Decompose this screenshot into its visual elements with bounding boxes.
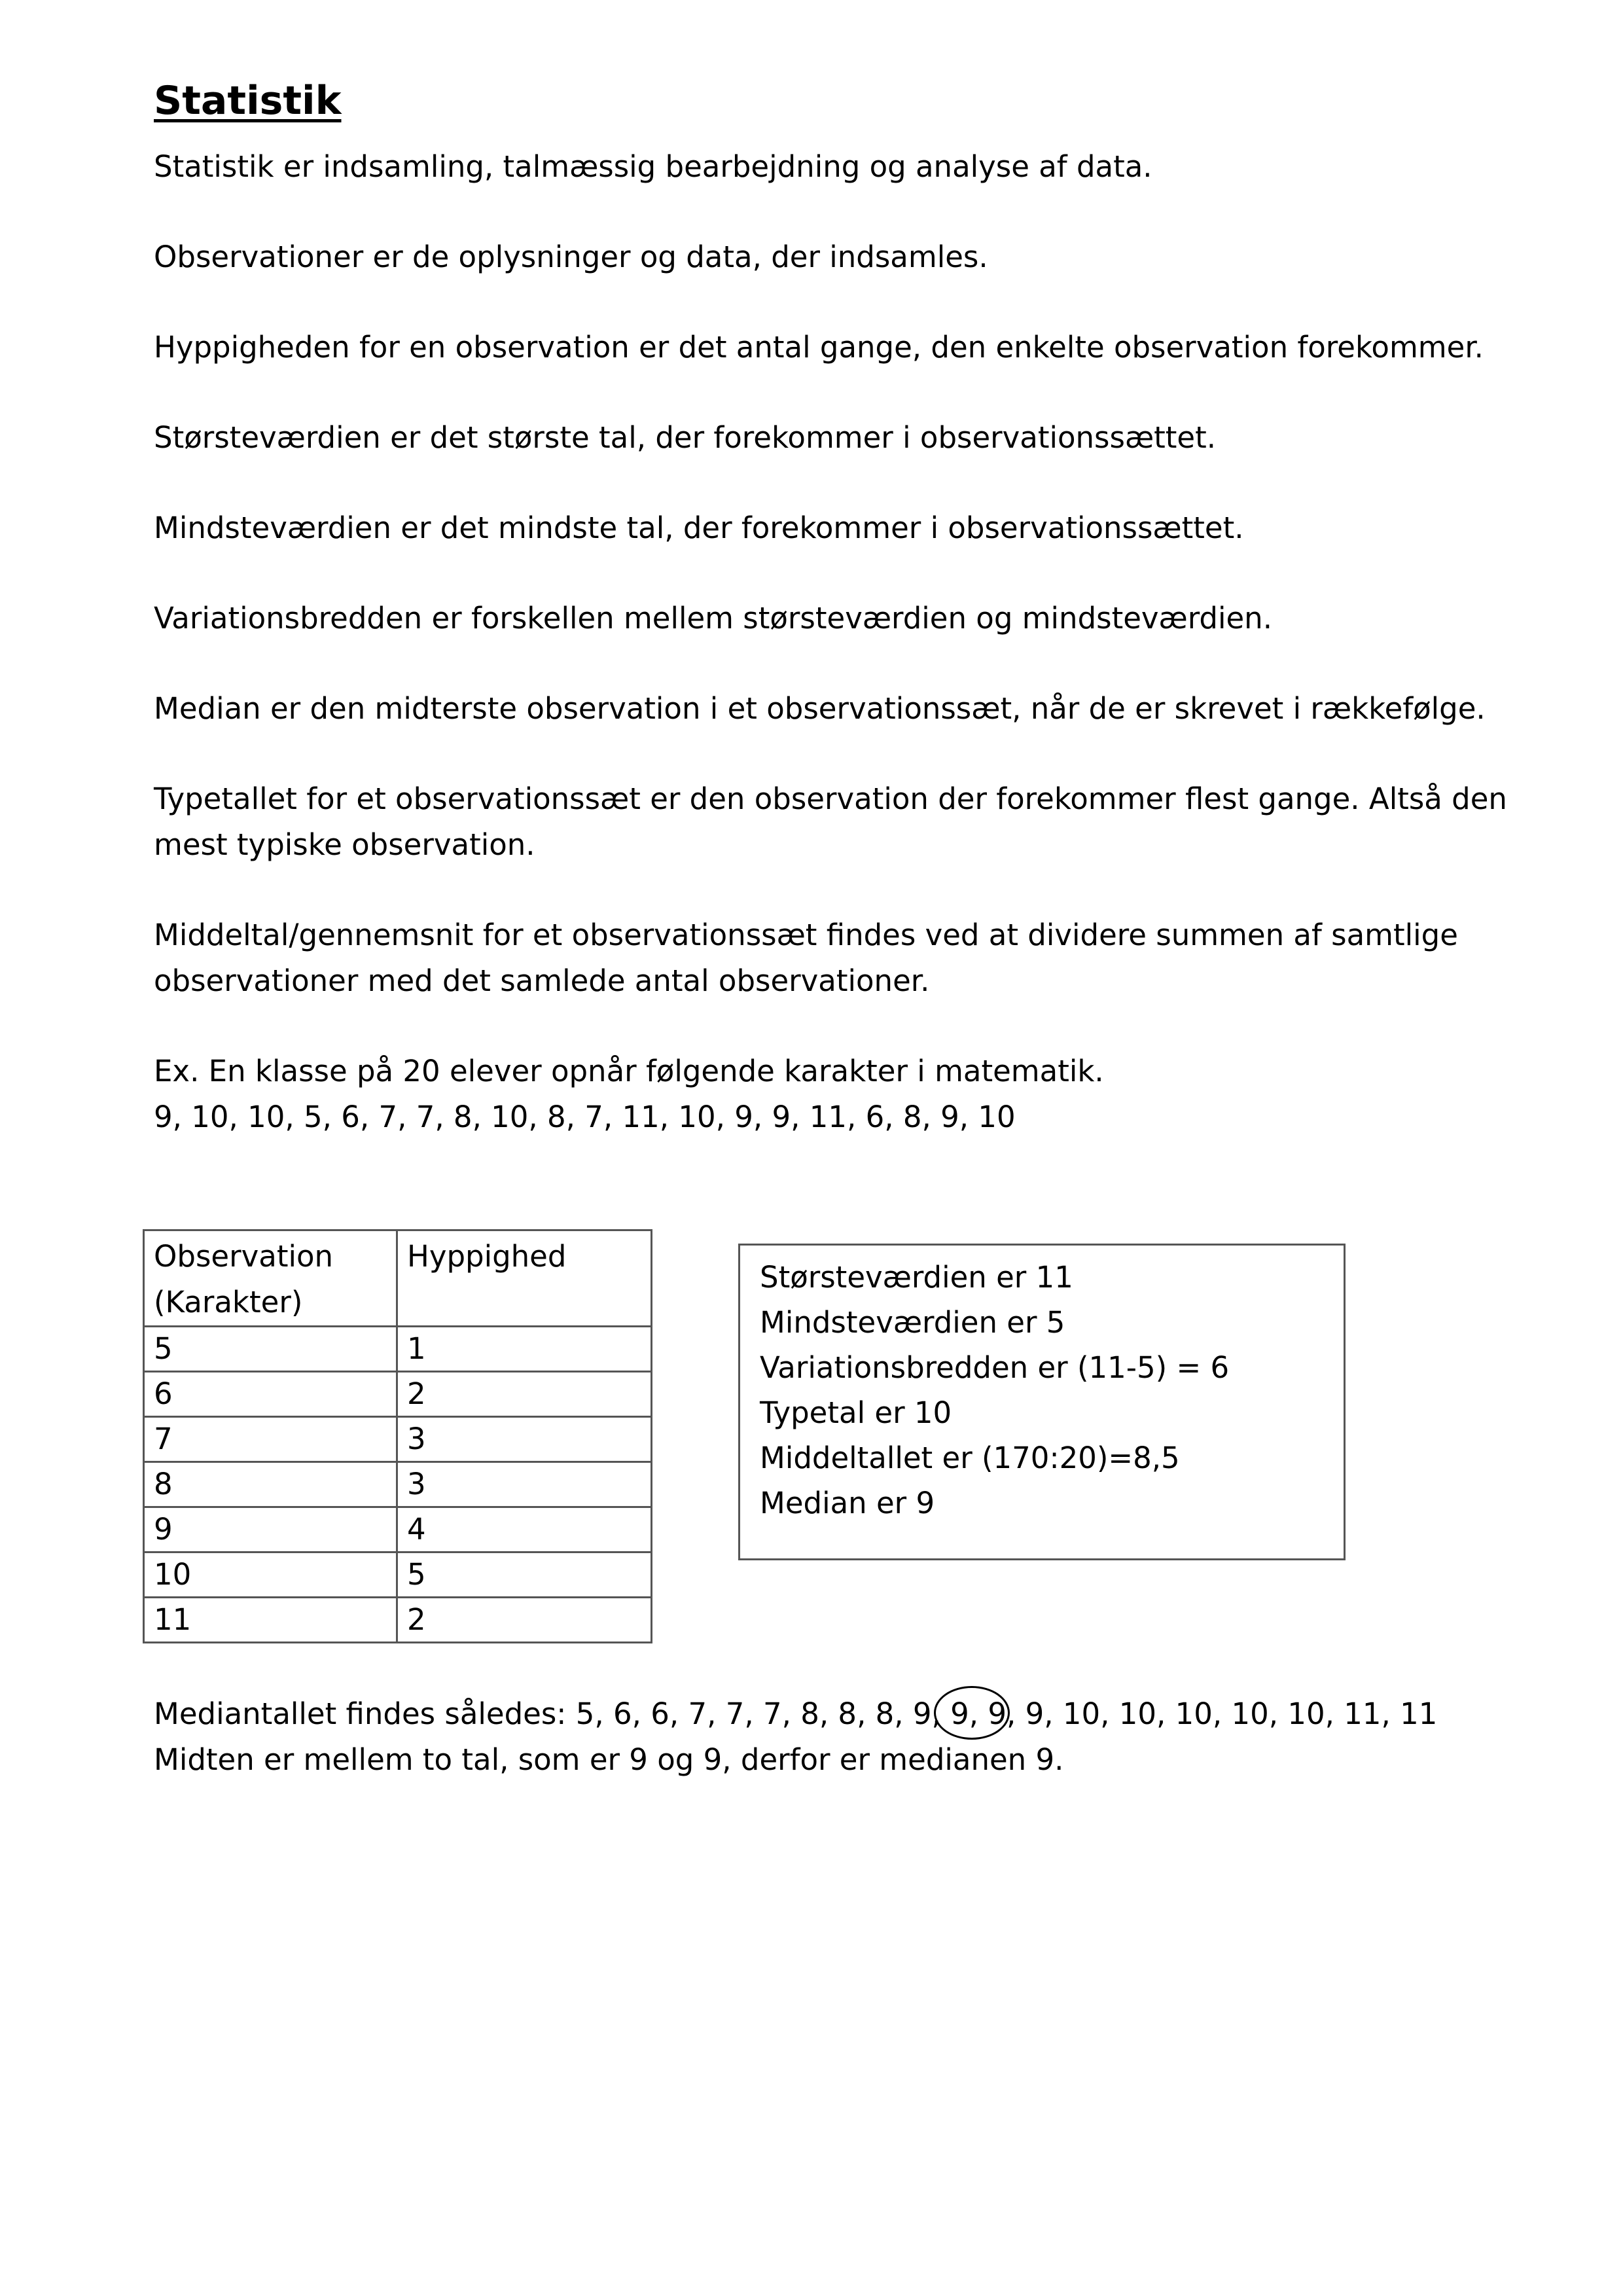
definition-hyppighed: Hyppigheden for en observation er det antal gange, den enkelte observation forekommer. bbox=[154, 330, 1484, 365]
example-grades: 9, 10, 10, 5, 6, 7, 7, 8, 10, 8, 7, 11, 10, 9, 9, 11, 6, 8, 9, 10 bbox=[154, 1100, 1016, 1134]
summary-box bbox=[738, 1244, 1346, 1560]
example-block bbox=[154, 1049, 1594, 1140]
header-observation bbox=[144, 1230, 397, 1327]
definition-statistik: Statistik er indsamling, talmæssig bearbejdning og analyse af data. bbox=[154, 149, 1152, 184]
header-observation-line-1: Observation bbox=[154, 1239, 334, 1274]
table-row bbox=[144, 1552, 652, 1598]
summary-median: Median er 9 bbox=[760, 1486, 935, 1520]
cell-observation: 10 bbox=[144, 1552, 397, 1598]
typetal-line-2: mest typiske observation. bbox=[154, 827, 535, 862]
cell-observation: 7 bbox=[144, 1417, 397, 1462]
definition-mindstevaerdi: Mindsteværdien er det mindste tal, der forekommer i observationssættet. bbox=[154, 511, 1244, 545]
middeltal-line-2: observationer med det samlede antal observationer. bbox=[154, 963, 930, 998]
table-row bbox=[144, 1327, 652, 1372]
table-header-row bbox=[144, 1230, 652, 1327]
cell-frequency: 4 bbox=[397, 1507, 652, 1552]
median-line-2: Midten er mellem to tal, som er 9 og 9, derfor er medianen 9. bbox=[154, 1742, 1064, 1777]
cell-observation: 9 bbox=[144, 1507, 397, 1552]
cell-observation: 8 bbox=[144, 1462, 397, 1507]
cell-frequency: 5 bbox=[397, 1552, 652, 1598]
definition-variationsbredde: Variationsbredden er forskellen mellem størsteværdien og mindsteværdien. bbox=[154, 601, 1273, 636]
median-circle-annotation bbox=[934, 1686, 1010, 1740]
page-title: Statistik bbox=[154, 78, 342, 124]
table-row bbox=[144, 1462, 652, 1507]
typetal-line-1: Typetallet for et observationssæt er den observation der forekommer flest gange. Altså den bbox=[154, 781, 1507, 816]
summary-mean: Middeltallet er (170:20)=8,5 bbox=[760, 1441, 1180, 1475]
table-row bbox=[144, 1598, 652, 1643]
table-row bbox=[144, 1507, 652, 1552]
cell-frequency: 2 bbox=[397, 1598, 652, 1643]
summary-min: Mindsteværdien er 5 bbox=[760, 1305, 1065, 1340]
median-line-1: Mediantallet findes således: 5, 6, 6, 7, 7, 7, 8, 8, 8, 9, 9, 9, 9, 10, 10, 10, 10, 10, 11, 11 bbox=[154, 1696, 1438, 1731]
header-observation-line-2: (Karakter) bbox=[154, 1285, 303, 1319]
definition-stoerstevaerdi: Størsteværdien er det største tal, der forekommer i observationssættet. bbox=[154, 420, 1217, 455]
summary-max: Størsteværdien er 11 bbox=[760, 1260, 1073, 1295]
table-row bbox=[144, 1417, 652, 1462]
definition-observationer: Observationer er de oplysninger og data, der indsamles. bbox=[154, 240, 988, 274]
definition-typetal bbox=[154, 776, 1594, 868]
definition-median: Median er den midterste observation i et observationssæt, når de er skrevet i rækkefølge. bbox=[154, 691, 1486, 726]
middeltal-line-1: Middeltal/gennemsnit for et observationssæt findes ved at dividere summen af samtlige bbox=[154, 918, 1458, 952]
frequency-table bbox=[143, 1229, 652, 1643]
cell-frequency: 2 bbox=[397, 1372, 652, 1417]
cell-frequency: 3 bbox=[397, 1417, 652, 1462]
cell-observation: 5 bbox=[144, 1327, 397, 1372]
cell-frequency: 3 bbox=[397, 1462, 652, 1507]
cell-frequency: 1 bbox=[397, 1327, 652, 1372]
definition-middeltal bbox=[154, 912, 1594, 1004]
median-explanation bbox=[154, 1691, 1594, 1783]
cell-observation: 6 bbox=[144, 1372, 397, 1417]
cell-observation: 11 bbox=[144, 1598, 397, 1643]
table-row bbox=[144, 1372, 652, 1417]
example-intro: Ex. En klasse på 20 elever opnår følgende karakter i matematik. bbox=[154, 1054, 1104, 1088]
summary-mode: Typetal er 10 bbox=[760, 1395, 952, 1430]
summary-range: Variationsbredden er (11-5) = 6 bbox=[760, 1350, 1230, 1385]
header-hyppighed: Hyppighed bbox=[397, 1230, 652, 1327]
